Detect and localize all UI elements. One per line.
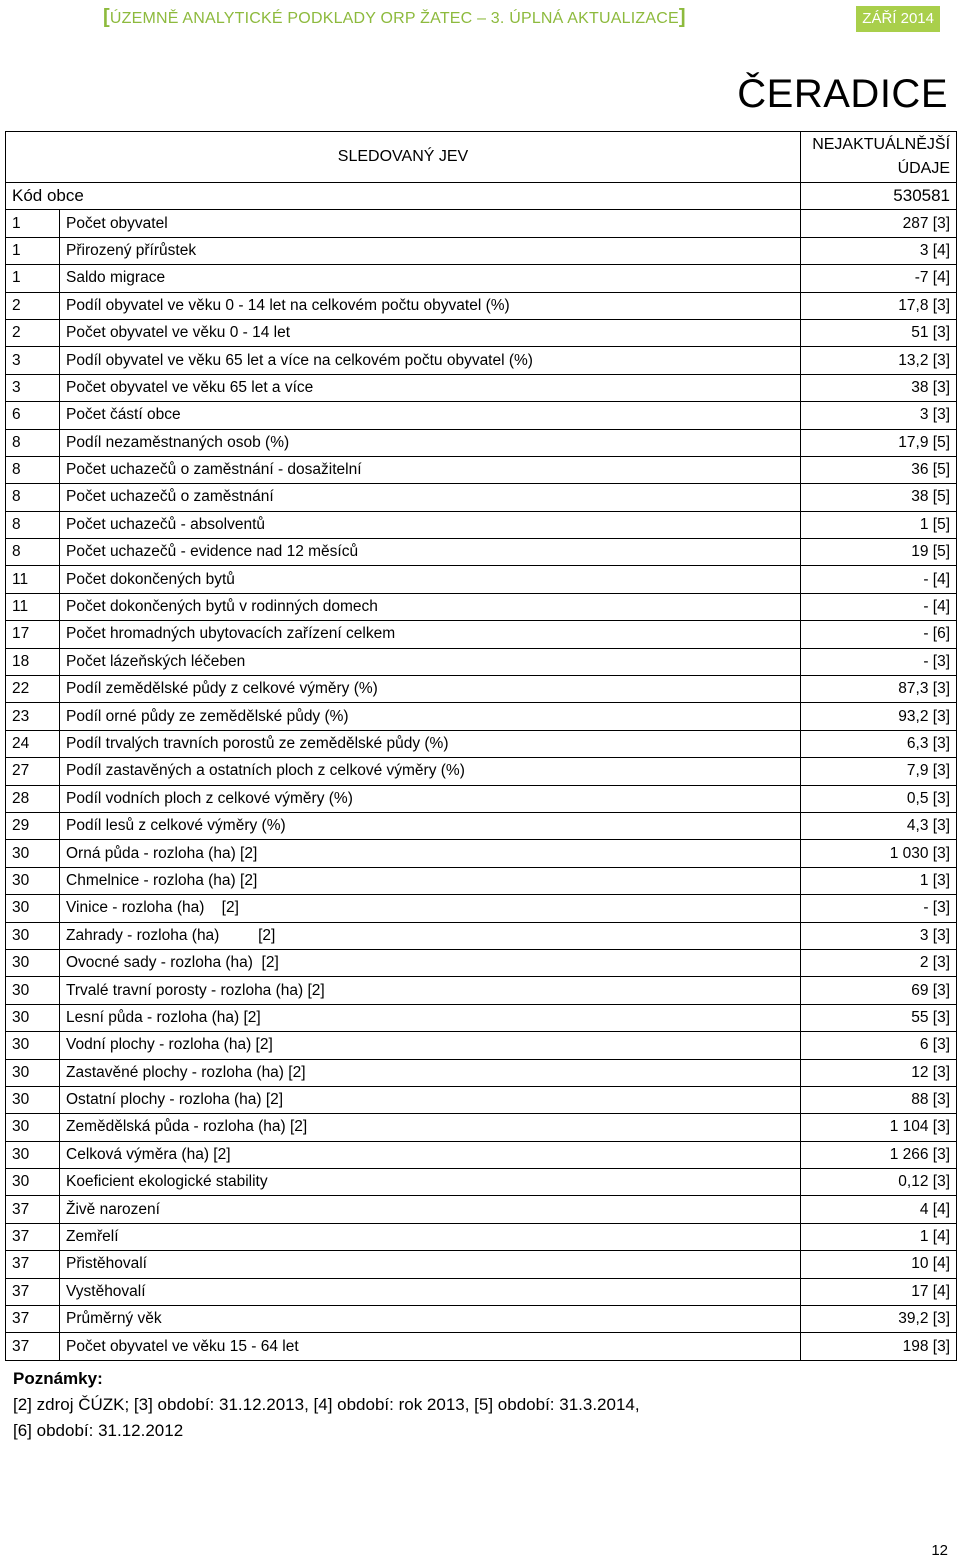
table-row: [6, 812, 957, 839]
row-label: Ostatní plochy - rozloha (ha) [2]: [60, 1086, 801, 1113]
row-label: Počet dokončených bytů: [60, 566, 801, 593]
table-row: [6, 730, 957, 757]
row-label: Počet obyvatel ve věku 15 - 64 let: [60, 1333, 801, 1360]
row-number: 30: [6, 1004, 60, 1031]
row-number: 30: [6, 1114, 60, 1141]
row-value: 1 104 [3]: [801, 1114, 957, 1141]
row-value: 17,8 [3]: [801, 292, 957, 319]
row-value: 0,12 [3]: [801, 1169, 957, 1196]
row-number: 30: [6, 922, 60, 949]
row-label: Počet uchazečů - evidence nad 12 měsíců: [60, 539, 801, 566]
row-label: Počet uchazečů o zaměstnání: [60, 484, 801, 511]
row-value: 4,3 [3]: [801, 812, 957, 839]
row-number: 30: [6, 977, 60, 1004]
code-row: [6, 183, 957, 210]
row-number: 30: [6, 1086, 60, 1113]
row-value: 93,2 [3]: [801, 703, 957, 730]
row-label: Celková výměra (ha) [2]: [60, 1141, 801, 1168]
table-row: [6, 895, 957, 922]
data-table: [5, 131, 957, 1361]
row-number: 37: [6, 1333, 60, 1360]
row-value: 6,3 [3]: [801, 730, 957, 757]
row-label: Počet obyvatel ve věku 65 let a více: [60, 374, 801, 401]
municipality-name: ČERADICE: [737, 72, 948, 116]
row-value: 1 030 [3]: [801, 840, 957, 867]
row-value: -7 [4]: [801, 265, 957, 292]
row-number: 8: [6, 511, 60, 538]
row-number: 30: [6, 1059, 60, 1086]
row-number: 11: [6, 593, 60, 620]
table-row: [6, 210, 957, 237]
table-row: [6, 949, 957, 976]
row-value: 3 [4]: [801, 237, 957, 264]
row-number: 1: [6, 265, 60, 292]
table-row: [6, 1059, 957, 1086]
row-number: 6: [6, 402, 60, 429]
row-number: 8: [6, 429, 60, 456]
row-value: 39,2 [3]: [801, 1306, 957, 1333]
row-value: - [6]: [801, 621, 957, 648]
table-row: [6, 977, 957, 1004]
row-value: 3 [3]: [801, 402, 957, 429]
row-value: 3 [3]: [801, 922, 957, 949]
table-row: [6, 922, 957, 949]
row-value: 1 [3]: [801, 867, 957, 894]
row-value: 87,3 [3]: [801, 676, 957, 703]
row-number: 3: [6, 347, 60, 374]
row-label: Počet uchazečů - absolventů: [60, 511, 801, 538]
page-header: [0, 0, 960, 40]
row-label: Průměrný věk: [60, 1306, 801, 1333]
row-number: 37: [6, 1278, 60, 1305]
notes-title: Poznámky:: [13, 1369, 103, 1388]
row-value: 13,2 [3]: [801, 347, 957, 374]
row-label: Lesní půda - rozloha (ha) [2]: [60, 1004, 801, 1031]
code-value: 530581: [801, 183, 957, 210]
table-row: [6, 1004, 957, 1031]
row-number: 37: [6, 1196, 60, 1223]
row-value: 0,5 [3]: [801, 785, 957, 812]
row-label: Podíl vodních ploch z celkové výměry (%): [60, 785, 801, 812]
row-label: Zemřelí: [60, 1223, 801, 1250]
row-number: 8: [6, 456, 60, 483]
table-row: [6, 1141, 957, 1168]
row-label: Počet hromadných ubytovacích zařízení celkem: [60, 621, 801, 648]
row-label: Živě narození: [60, 1196, 801, 1223]
row-label: Počet obyvatel ve věku 0 - 14 let: [60, 319, 801, 346]
row-value: 17,9 [5]: [801, 429, 957, 456]
table-row: [6, 1278, 957, 1305]
row-number: 37: [6, 1306, 60, 1333]
row-number: 29: [6, 812, 60, 839]
table-row: [6, 511, 957, 538]
column-header-latest: [801, 132, 957, 183]
table-row: [6, 1114, 957, 1141]
row-value: - [4]: [801, 593, 957, 620]
row-label: Počet obyvatel: [60, 210, 801, 237]
row-number: 37: [6, 1223, 60, 1250]
row-value: - [3]: [801, 648, 957, 675]
row-value: - [3]: [801, 895, 957, 922]
table-row: [6, 758, 957, 785]
code-label: Kód obce: [6, 183, 801, 210]
row-label: Chmelnice - rozloha (ha) [2]: [60, 867, 801, 894]
row-number: 23: [6, 703, 60, 730]
row-number: 22: [6, 676, 60, 703]
row-value: 55 [3]: [801, 1004, 957, 1031]
row-label: Podíl zemědělské půdy z celkové výměry (%): [60, 676, 801, 703]
row-label: Počet lázeňských léčeben: [60, 648, 801, 675]
table-row: [6, 237, 957, 264]
row-number: 30: [6, 1169, 60, 1196]
row-value: 69 [3]: [801, 977, 957, 1004]
table-row: [6, 374, 957, 401]
row-value: 287 [3]: [801, 210, 957, 237]
table-row: [6, 265, 957, 292]
row-number: 1: [6, 210, 60, 237]
row-number: 37: [6, 1251, 60, 1278]
notes-line: [2] zdroj ČÚZK; [3] období: 31.12.2013, [4] období: rok 2013, [5] období: 31.3.2014,: [13, 1395, 640, 1414]
table-row: [6, 785, 957, 812]
row-number: 30: [6, 1141, 60, 1168]
row-number: 30: [6, 840, 60, 867]
row-number: 24: [6, 730, 60, 757]
row-number: 1: [6, 237, 60, 264]
row-label: Ovocné sady - rozloha (ha) [2]: [60, 949, 801, 976]
row-number: 11: [6, 566, 60, 593]
row-label: Přirozený přírůstek: [60, 237, 801, 264]
row-number: 3: [6, 374, 60, 401]
table-row: [6, 1169, 957, 1196]
row-label: Podíl nezaměstnaných osob (%): [60, 429, 801, 456]
table-row: [6, 1196, 957, 1223]
table-row: [6, 456, 957, 483]
row-label: Podíl obyvatel ve věku 0 - 14 let na celkovém počtu obyvatel (%): [60, 292, 801, 319]
row-label: Počet uchazečů o zaměstnání - dosažitelní: [60, 456, 801, 483]
table-row: [6, 539, 957, 566]
row-value: 38 [5]: [801, 484, 957, 511]
row-value: 1 [4]: [801, 1223, 957, 1250]
row-number: 2: [6, 319, 60, 346]
row-value: 38 [3]: [801, 374, 957, 401]
table-row: [6, 292, 957, 319]
row-value: 4 [4]: [801, 1196, 957, 1223]
row-value: 7,9 [3]: [801, 758, 957, 785]
row-value: 17 [4]: [801, 1278, 957, 1305]
row-value: 51 [3]: [801, 319, 957, 346]
notes: [13, 1366, 640, 1444]
row-label: Podíl trvalých travních porostů ze zemědělské půdy (%): [60, 730, 801, 757]
page-number: 12: [931, 1542, 948, 1559]
row-label: Zastavěné plochy - rozloha (ha) [2]: [60, 1059, 801, 1086]
table-row: [6, 1223, 957, 1250]
row-value: 198 [3]: [801, 1333, 957, 1360]
row-value: 6 [3]: [801, 1032, 957, 1059]
row-value: 88 [3]: [801, 1086, 957, 1113]
row-number: 17: [6, 621, 60, 648]
row-value: 1 [5]: [801, 511, 957, 538]
table-header-row: [6, 132, 957, 183]
row-value: 19 [5]: [801, 539, 957, 566]
table-row: [6, 593, 957, 620]
row-value: 12 [3]: [801, 1059, 957, 1086]
column-header-latest-line1: NEJAKTUÁLNĚJŠÍ: [812, 136, 951, 153]
row-label: Saldo migrace: [60, 265, 801, 292]
table-row: [6, 648, 957, 675]
row-label: Podíl obyvatel ve věku 65 let a více na celkovém počtu obyvatel (%): [60, 347, 801, 374]
row-label: Podíl lesů z celkové výměry (%): [60, 812, 801, 839]
row-label: Počet dokončených bytů v rodinných domech: [60, 593, 801, 620]
column-header-latest-line2: ÚDAJE: [897, 160, 951, 177]
row-label: Vodní plochy - rozloha (ha) [2]: [60, 1032, 801, 1059]
row-label: Trvalé travní porosty - rozloha (ha) [2]: [60, 977, 801, 1004]
table-row: [6, 402, 957, 429]
table-row: [6, 1333, 957, 1360]
row-value: 2 [3]: [801, 949, 957, 976]
row-number: 18: [6, 648, 60, 675]
row-label: Orná půda - rozloha (ha) [2]: [60, 840, 801, 867]
row-label: Vystěhovalí: [60, 1278, 801, 1305]
table-row: [6, 484, 957, 511]
row-number: 27: [6, 758, 60, 785]
row-label: Zemědělská půda - rozloha (ha) [2]: [60, 1114, 801, 1141]
row-label: Podíl orné půdy ze zemědělské půdy (%): [60, 703, 801, 730]
row-label: Přistěhovalí: [60, 1251, 801, 1278]
row-number: 2: [6, 292, 60, 319]
notes-line: [6] období: 31.12.2012: [13, 1421, 184, 1440]
row-number: 30: [6, 867, 60, 894]
table-row: [6, 676, 957, 703]
table-row: [6, 840, 957, 867]
table-row: [6, 1032, 957, 1059]
row-label: Zahrady - rozloha (ha) [2]: [60, 922, 801, 949]
row-number: 30: [6, 895, 60, 922]
table-row: [6, 347, 957, 374]
table-row: [6, 703, 957, 730]
table-row: [6, 867, 957, 894]
row-number: 30: [6, 1032, 60, 1059]
row-value: 36 [5]: [801, 456, 957, 483]
column-header-phenomenon: SLEDOVANÝ JEV: [6, 132, 801, 183]
table-row: [6, 1086, 957, 1113]
table-row: [6, 429, 957, 456]
table-row: [6, 621, 957, 648]
row-value: 10 [4]: [801, 1251, 957, 1278]
row-label: Koeficient ekologické stability: [60, 1169, 801, 1196]
row-label: Podíl zastavěných a ostatních ploch z celkové výměry (%): [60, 758, 801, 785]
date-badge: ZÁŘÍ 2014: [856, 6, 940, 32]
row-number: 8: [6, 484, 60, 511]
row-number: 28: [6, 785, 60, 812]
row-label: Vinice - rozloha (ha) [2]: [60, 895, 801, 922]
document-title: [ÚZEMNĚ ANALYTICKÉ PODKLADY ORP ŽATEC – 3. ÚPLNÁ AKTUALIZACE]: [103, 6, 686, 28]
row-value: 1 266 [3]: [801, 1141, 957, 1168]
table-row: [6, 319, 957, 346]
row-number: 8: [6, 539, 60, 566]
row-label: Počet částí obce: [60, 402, 801, 429]
row-value: - [4]: [801, 566, 957, 593]
table-row: [6, 1306, 957, 1333]
row-number: 30: [6, 949, 60, 976]
table-row: [6, 1251, 957, 1278]
table-row: [6, 566, 957, 593]
